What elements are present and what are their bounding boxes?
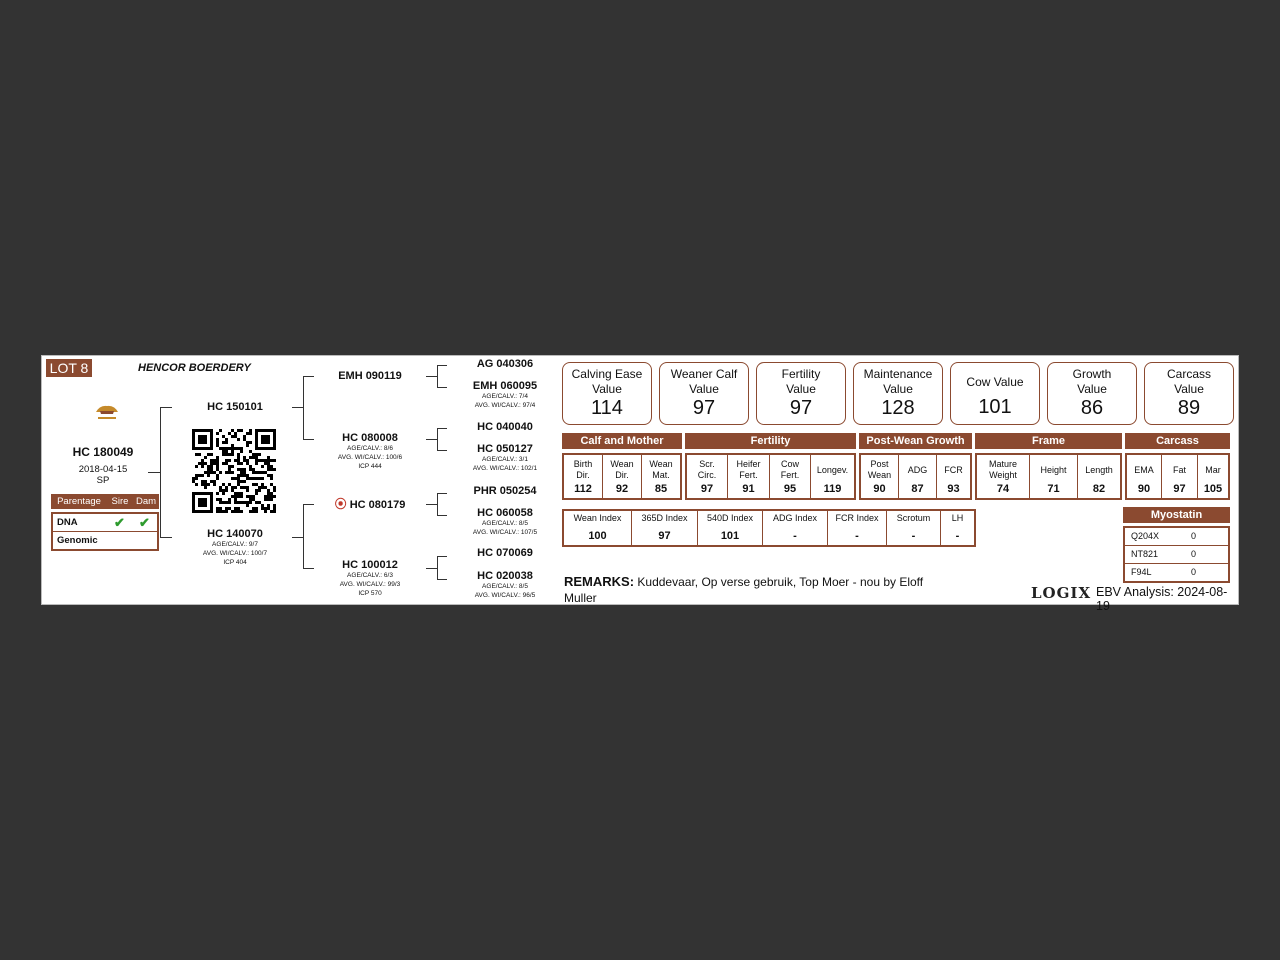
- ebv-value: 74: [996, 483, 1010, 495]
- value-label: Carcass: [1166, 367, 1211, 381]
- ebv-label-line: Scr.: [699, 459, 715, 469]
- ebv-label-line: Circ.: [697, 470, 717, 480]
- hencor-logo-icon: [92, 400, 122, 424]
- index-cell: [887, 511, 941, 545]
- index-value: -: [955, 530, 960, 542]
- ebv-cell: [977, 455, 1030, 498]
- ebv-value: 95: [783, 483, 797, 495]
- pedigree-line: [303, 568, 314, 569]
- pedigree-sire-name: HC 150101: [207, 401, 263, 413]
- pedigree-line: [148, 472, 160, 473]
- pedigree-name: HC 070069: [477, 547, 533, 559]
- pedigree-dam-age: AGE/CALV.: 9/7: [212, 541, 258, 548]
- ebv-value: 85: [654, 483, 668, 495]
- pedigree-line: [437, 450, 447, 451]
- value-number: 97: [692, 397, 716, 419]
- index-cell: [698, 511, 763, 545]
- ebv-label-line: Birth: [573, 459, 593, 469]
- myostatin-key: F94L: [1131, 567, 1152, 577]
- ebv-cell-label: Length: [1085, 464, 1113, 475]
- pedigree-ddd[interactable]: [460, 570, 550, 600]
- ebv-label-line: Wean: [867, 470, 892, 480]
- pedigree-icp: ICP 444: [358, 463, 382, 470]
- ebv-group-carcass: [1125, 453, 1230, 500]
- index-row: [562, 509, 976, 547]
- parentage-dam-value: [132, 532, 157, 549]
- pedigree-age: AGE/CALV.: 8/5: [482, 520, 528, 527]
- parentage-header: [51, 494, 159, 509]
- myostatin-value: 0: [1191, 549, 1197, 559]
- pedigree-line: [160, 407, 172, 408]
- pedigree-ssd[interactable]: [460, 380, 550, 410]
- ebv-cell-label: Mar: [1205, 464, 1221, 475]
- value-box-maintenance: [853, 362, 943, 425]
- parentage-rows: [51, 512, 159, 551]
- pedigree-dam-icp: ICP 404: [223, 559, 247, 566]
- index-label: Wean Index: [573, 513, 622, 523]
- parentage-table: [51, 494, 159, 551]
- ebv-cell: [603, 455, 642, 498]
- pedigree-avg: AVG. WI/CALV.: 102/1: [472, 465, 538, 472]
- remarks-text: Kuddevaar, Op verse gebruik, Top Moer - nou by Eloff Muller: [564, 575, 924, 605]
- ebv-label-line: Mature: [988, 459, 1017, 469]
- ebv-cell-label: Height: [1040, 464, 1067, 475]
- parentage-row-genomic: [53, 531, 157, 549]
- qr-code[interactable]: [192, 429, 276, 513]
- ebv-value: 119: [823, 483, 842, 495]
- animal-id: HC 180049: [72, 445, 134, 459]
- target-icon: ⦿: [334, 497, 347, 511]
- value-label: Value: [1077, 382, 1107, 396]
- pedigree-name: HC 060058: [477, 507, 533, 519]
- index-label: LH: [951, 513, 964, 523]
- parentage-sire-value: [107, 532, 132, 549]
- pedigree-line: [437, 493, 447, 494]
- animal-details: [62, 464, 144, 486]
- index-label: Scrotum: [896, 513, 931, 523]
- pedigree-age: AGE/CALV.: 3/1: [482, 456, 528, 463]
- index-cell: [941, 511, 974, 545]
- myostatin-key: NT821: [1131, 549, 1159, 559]
- ebv-cell-label: FCR: [944, 464, 963, 475]
- myostatin-row: [1125, 545, 1228, 563]
- pedigree-sds[interactable]: [460, 421, 550, 433]
- remarks: [564, 574, 944, 606]
- pedigree-line: [437, 428, 447, 429]
- ebv-value: 105: [1203, 483, 1223, 495]
- pedigree-icp: ICP 570: [358, 590, 382, 597]
- pedigree-line: [437, 365, 447, 366]
- parentage-row-label: DNA: [57, 517, 78, 528]
- ebv-cell-label: [603, 457, 641, 483]
- value-label: Fertility: [781, 367, 821, 381]
- ebv-value: 82: [1092, 483, 1106, 495]
- index-cell: [828, 511, 887, 545]
- analysis-date: EBV Analysis: 2024-08-19: [1096, 585, 1228, 613]
- ebv-cell: [1030, 455, 1078, 498]
- pedigree-name: HC 050127: [477, 443, 533, 455]
- index-label: 540D Index: [706, 513, 754, 523]
- ebv-cell: [687, 455, 728, 498]
- pedigree-name: HC 040040: [477, 421, 533, 433]
- index-value: 100: [588, 530, 607, 542]
- ebv-cell-label: [564, 457, 602, 483]
- ebv-cell-label: [861, 457, 898, 483]
- group-header-carcass: Carcass: [1125, 433, 1230, 449]
- pedigree-dam[interactable]: [182, 528, 288, 567]
- pedigree-dss[interactable]: [460, 485, 550, 497]
- ebv-label-line: Dir.: [615, 470, 629, 480]
- pedigree-name: PHR 050254: [473, 485, 537, 497]
- myostatin-table: [1123, 507, 1230, 583]
- animal-dob: 2018-04-15: [78, 464, 128, 475]
- pedigree-avg: AVG. WI/CALV.: 100/6: [337, 454, 403, 461]
- ebv-cell: [937, 455, 970, 498]
- ebv-label-line: Fert.: [739, 470, 758, 480]
- ebv-cell-label: [642, 457, 680, 483]
- ebv-label-line: Dir.: [576, 470, 590, 480]
- pedigree-line: [292, 537, 303, 538]
- value-label: Growth: [1072, 367, 1112, 381]
- logix-logo: LOGIX: [1031, 584, 1092, 602]
- pedigree-line: [303, 439, 314, 440]
- ebv-label-line: Weight: [989, 470, 1017, 480]
- pedigree-name-row: [325, 495, 415, 512]
- ebv-label-line: Mat.: [652, 470, 670, 480]
- ebv-cell: [770, 455, 811, 498]
- parentage-row-label: Genomic: [57, 535, 98, 546]
- index-cell: [763, 511, 828, 545]
- pedigree-line: [437, 579, 447, 580]
- myostatin-row: [1125, 563, 1228, 581]
- pedigree-line: [437, 493, 438, 515]
- ebv-cell: [1078, 455, 1120, 498]
- value-box-growth: [1047, 362, 1137, 425]
- value-label: Value: [592, 382, 622, 396]
- group-header-post-wean: Post-Wean Growth: [859, 433, 972, 449]
- pedigree-avg: AVG. WI/CALV.: 97/4: [474, 402, 536, 409]
- ebv-group-calf-mother: [562, 453, 682, 500]
- parentage-header-sire: Sire: [111, 496, 129, 507]
- value-number: 128: [881, 397, 915, 419]
- myostatin-value: 0: [1191, 567, 1197, 577]
- value-label: Maintenance: [863, 367, 933, 381]
- ebv-label-line: Cow: [780, 459, 799, 469]
- ebv-group-post-wean: [859, 453, 972, 500]
- value-label: Cow Value: [966, 375, 1024, 389]
- qr-code-icon: [192, 429, 276, 513]
- ebv-cell: [899, 455, 937, 498]
- group-header-calf-mother: Calf and Mother: [562, 433, 682, 449]
- lot-badge: LOT 8: [46, 359, 92, 377]
- myostatin-value: 0: [1191, 531, 1197, 541]
- pedigree-line: [437, 556, 447, 557]
- pedigree-line: [437, 556, 438, 579]
- ebv-group-frame: [975, 453, 1122, 500]
- ebv-cell: [811, 455, 854, 498]
- ebv-label-line: Heifer: [736, 459, 761, 469]
- ebv-cell: [1198, 455, 1228, 498]
- pedigree-avg: AVG. WI/CALV.: 96/5: [474, 592, 536, 599]
- pedigree-line: [303, 504, 314, 505]
- check-icon: ✔: [114, 515, 125, 530]
- check-icon: ✔: [139, 515, 150, 530]
- value-box-calving-ease: [562, 362, 652, 425]
- index-value: 101: [720, 530, 740, 542]
- parentage-header-dam: Dam: [135, 496, 157, 507]
- value-label: Weaner Calf: [670, 367, 738, 381]
- pedigree-line: [426, 568, 437, 569]
- pedigree-line: [303, 504, 304, 568]
- pedigree-name: EMH 090119: [338, 370, 402, 382]
- pedigree-line: [437, 365, 438, 387]
- ebv-value: 90: [1137, 483, 1151, 495]
- pedigree-age: AGE/CALV.: 7/4: [482, 393, 528, 400]
- pedigree-sire[interactable]: [190, 401, 280, 413]
- pedigree-dds[interactable]: [460, 547, 550, 559]
- pedigree-line: [292, 407, 303, 408]
- myostatin-rows: [1123, 526, 1230, 583]
- pedigree-sdd[interactable]: [460, 443, 550, 473]
- index-value: 97: [658, 530, 671, 542]
- ebv-value: 93: [947, 483, 960, 495]
- ebv-value: 87: [911, 483, 924, 495]
- value-number: 89: [1177, 397, 1201, 419]
- pedigree-dam-sire[interactable]: [325, 495, 415, 512]
- ebv-value: 97: [1173, 483, 1186, 495]
- pedigree-line: [160, 537, 172, 538]
- ebv-value: 92: [615, 483, 629, 495]
- index-label: 365D Index: [641, 513, 688, 523]
- pedigree-line: [303, 376, 314, 377]
- pedigree-avg: AVG. WI/CALV.: 107/5: [472, 529, 538, 536]
- group-header-fertility: Fertility: [685, 433, 856, 449]
- index-value: -: [793, 530, 797, 542]
- ebv-cell: [861, 455, 899, 498]
- ebv-value: 97: [700, 483, 714, 495]
- parentage-row-dna: [53, 514, 157, 531]
- index-label: FCR Index: [835, 513, 879, 523]
- myostatin-row: [1125, 528, 1228, 545]
- pedigree-dam-name: HC 140070: [207, 528, 263, 540]
- value-number: 101: [978, 396, 1012, 418]
- value-box-weaner-calf: [659, 362, 749, 425]
- ebv-value: 91: [742, 483, 755, 495]
- ebv-cell-label: ADG: [907, 464, 928, 475]
- ebv-label-line: Wean: [649, 459, 673, 469]
- value-label: Value: [786, 382, 816, 396]
- parentage-header-label: Parentage: [57, 496, 101, 507]
- pedigree-line: [426, 376, 437, 377]
- pedigree-name: HC 080179: [349, 499, 406, 511]
- value-box-fertility: [756, 362, 846, 425]
- pedigree-sss[interactable]: [460, 358, 550, 370]
- ebv-cell: [564, 455, 603, 498]
- ebv-cell-label: Fat: [1172, 464, 1186, 475]
- ebv-cell-label: Longev.: [816, 464, 849, 475]
- ebv-value: 90: [873, 483, 886, 495]
- ebv-label-line: Post: [870, 459, 889, 469]
- ebv-cell-label: EMA: [1134, 464, 1154, 475]
- ebv-value: 112: [574, 483, 592, 495]
- ebv-cell-label: [728, 457, 769, 483]
- pedigree-dsd[interactable]: [460, 507, 550, 537]
- ebv-cell-label: [687, 457, 727, 483]
- ebv-cell-label: [977, 457, 1029, 483]
- myostatin-key: Q204X: [1131, 531, 1160, 541]
- index-value: -: [855, 530, 859, 542]
- pedigree-avg: AVG. WI/CALV.: 99/3: [339, 581, 401, 588]
- pedigree-dam-dam[interactable]: [325, 559, 415, 598]
- pedigree-name: HC 080008: [342, 432, 398, 444]
- ebv-label-line: Fert.: [780, 470, 800, 480]
- index-cell: [632, 511, 698, 545]
- pedigree-line: [426, 504, 437, 505]
- ebv-cell: [642, 455, 680, 498]
- value-box-cow: [950, 362, 1040, 425]
- pedigree-sire-dam[interactable]: [325, 432, 415, 471]
- myostatin-title: Myostatin: [1123, 507, 1230, 523]
- ebv-cell: [1127, 455, 1162, 498]
- value-number: 114: [591, 397, 623, 419]
- value-label: Calving Ease: [571, 367, 643, 381]
- ebv-cell: [728, 455, 770, 498]
- pedigree-name: HC 020038: [477, 570, 533, 582]
- index-label: ADG Index: [772, 513, 818, 523]
- ebv-value: 71: [1047, 483, 1060, 495]
- group-header-frame: Frame: [975, 433, 1122, 449]
- pedigree-age: AGE/CALV.: 6/3: [347, 572, 393, 579]
- value-number: 97: [789, 397, 813, 419]
- pedigree-line: [160, 407, 161, 537]
- pedigree-sire-sire[interactable]: [325, 370, 415, 382]
- index-cell: [564, 511, 632, 545]
- pedigree-name: AG 040306: [476, 358, 534, 370]
- index-value: -: [911, 530, 916, 542]
- value-box-carcass: [1144, 362, 1234, 425]
- pedigree-line: [426, 439, 437, 440]
- farm-name: HENCOR BOERDERY: [138, 362, 251, 374]
- pedigree-line: [437, 515, 447, 516]
- ebv-group-fertility: [685, 453, 856, 500]
- pedigree-age: AGE/CALV.: 8/6: [347, 445, 393, 452]
- value-number: 86: [1080, 397, 1104, 419]
- pedigree-line: [303, 376, 304, 439]
- value-label: Value: [689, 382, 719, 396]
- ebv-cell-label: [770, 457, 810, 483]
- remarks-label: REMARKS:: [564, 574, 635, 589]
- value-label: Value: [883, 382, 913, 396]
- pedigree-dam-avg: AVG. WI/CALV.: 100/7: [202, 550, 268, 557]
- ebv-label-line: Wean: [610, 459, 634, 469]
- lot-card: [41, 355, 1239, 613]
- pedigree-name: EMH 060095: [472, 380, 538, 392]
- ebv-cell: [1162, 455, 1198, 498]
- pedigree-age: AGE/CALV.: 8/5: [482, 583, 528, 590]
- pedigree-line: [437, 387, 447, 388]
- value-label: Value: [1174, 382, 1204, 396]
- pedigree-line: [437, 428, 438, 450]
- animal-type: SP: [96, 475, 110, 486]
- pedigree-name: HC 100012: [342, 559, 398, 571]
